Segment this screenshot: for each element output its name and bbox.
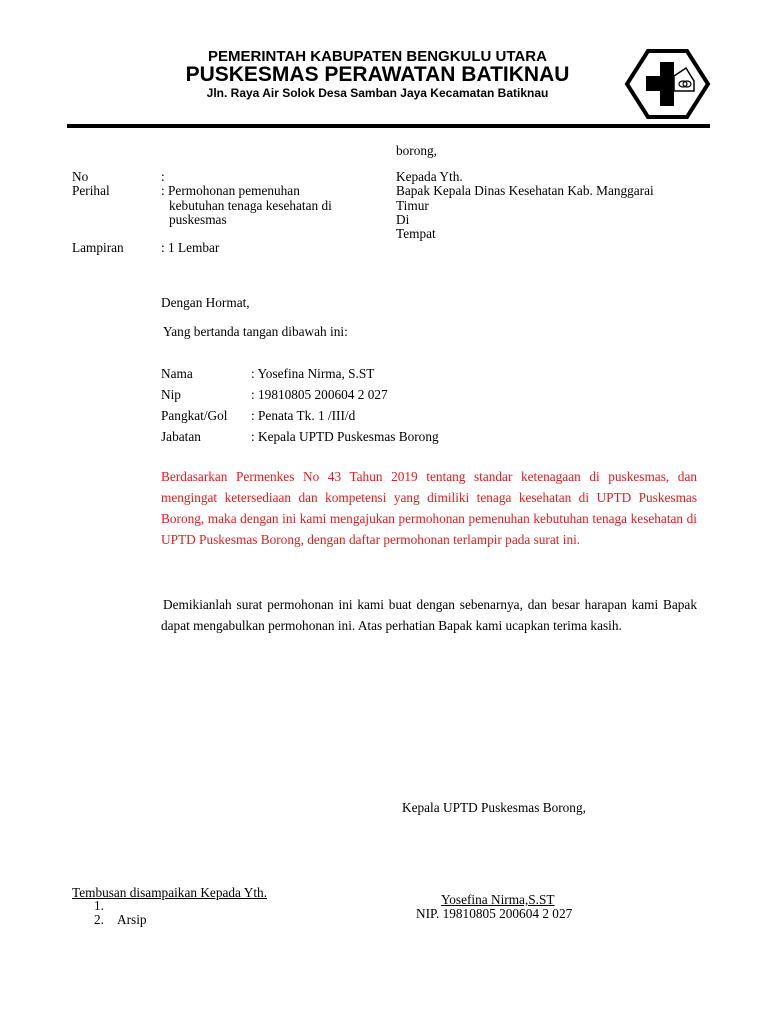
jabatan-label: Jabatan	[161, 429, 201, 444]
recipient-line4: Di	[396, 212, 410, 227]
lampiran-label: Lampiran	[72, 240, 124, 255]
cc-heading: Tembusan disampaikan Kepada Yth.	[72, 885, 268, 900]
cc-item-2-number: 2.	[94, 912, 104, 927]
cc-item-2-text: Arsip	[117, 912, 147, 927]
salutation: Dengan Hormat,	[161, 295, 250, 310]
intro-text: Yang bertanda tangan dibawah ini:	[163, 324, 348, 339]
nama-label: Nama	[161, 366, 193, 381]
cc-item-1-number: 1.	[94, 898, 104, 913]
nama-value: : Yosefina Nirma, S.ST	[251, 366, 375, 381]
perihal-label: Perihal	[72, 183, 110, 198]
nip-label: Nip	[161, 387, 181, 402]
recipient-line1: Kepada Yth.	[396, 169, 463, 184]
perihal-value-line1: : Permohonan pemenuhan	[161, 183, 300, 198]
recipient-line3: Timur	[396, 198, 429, 213]
red-cross-health-logo-icon	[624, 49, 711, 119]
signature-name: Yosefina Nirma,S.ST	[441, 892, 555, 907]
pangkat-value: : Penata Tk. 1 /III/d	[251, 408, 356, 423]
signature-nip: NIP. 19810805 200604 2 027	[416, 906, 573, 921]
pangkat-label: Pangkat/Gol	[161, 408, 228, 423]
closing-paragraph: Demikianlah surat permohonan ini kami buat dengan sebenarnya, dan besar harapan kami Bapak dapat mengabulkan permohonan ini. Atas perhatian Bapak kami ucapkan terima kasih.	[161, 597, 697, 633]
place-date: borong,	[396, 143, 437, 158]
no-label: No	[72, 169, 89, 184]
letterhead-divider	[67, 124, 710, 128]
recipient-line2: Bapak Kepala Dinas Kesehatan Kab. Manggarai	[396, 183, 654, 198]
no-value: :	[161, 169, 165, 184]
letterhead-government: PEMERINTAH KABUPATEN BENGKULU UTARA	[208, 48, 547, 65]
jabatan-value: : Kepala UPTD Puskesmas Borong	[251, 429, 439, 444]
request-paragraph: Berdasarkan Permenkes No 43 Tahun 2019 tentang standar ketenagaan di puskesmas, dan mengingat ketersediaan dan kompetensi yang dimiliki tenaga kesehatan di UPTD Puskesmas Borong, maka dengan ini kami mengajukan permohonan pemenuhan kebutuhan tenaga kesehatan di UPTD Puskesmas Borong, dengan daftar permohonan terlampir pada surat ini.	[161, 469, 697, 547]
recipient-line5: Tempat	[396, 226, 436, 241]
perihal-value-line2: kebutuhan tenaga kesehatan di	[169, 198, 332, 213]
signature-title: Kepala UPTD Puskesmas Borong,	[402, 800, 586, 815]
nip-value: : 19810805 200604 2 027	[251, 387, 388, 402]
perihal-value-line3: puskesmas	[169, 212, 227, 227]
letterhead-address: Jln. Raya Air Solok Desa Samban Jaya Kecamatan Batiknau	[206, 86, 549, 100]
letterhead-institution: PUSKESMAS PERAWATAN BATIKNAU	[185, 63, 570, 86]
lampiran-value: : 1 Lembar	[161, 240, 220, 255]
